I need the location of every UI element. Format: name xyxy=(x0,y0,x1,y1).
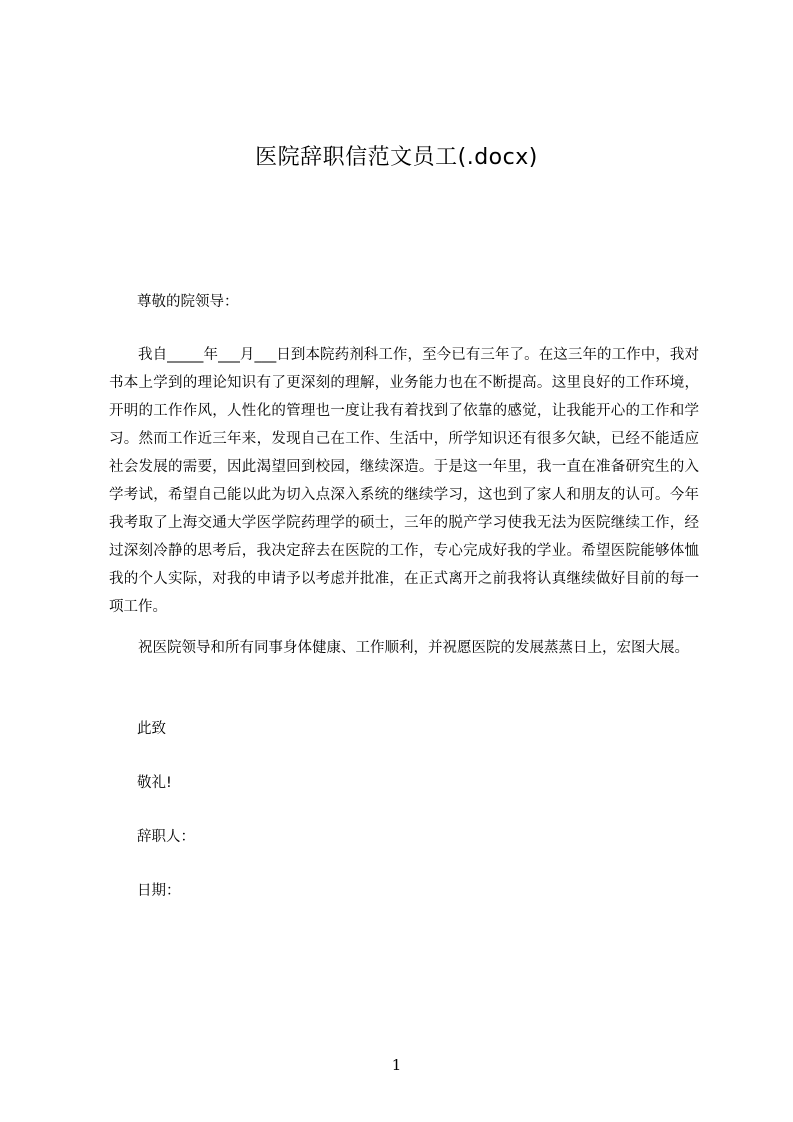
page-number: 1 xyxy=(391,1056,402,1074)
body-paragraph-wishes: 祝医院领导和所有同事身体健康、工作顺利，并祝愿医院的发展蒸蒸日上，宏图大展。 xyxy=(138,640,689,656)
date-label: 日期： xyxy=(137,883,181,899)
salutation: 尊敬的院领导： xyxy=(137,294,239,310)
body-paragraph-main: 我自_____年___月___日到本院药剂科工作，至今已有三年了。在这三年的工作中，我对书本上学到的理论知识有了更深刻的理解，业务能力也在不断提高。这里良好的工作环境，开明的工作作风，人性化的管理也一度让我有着找到了依靠的感觉，让我能开心的工作和学习。然而工作近三年来，发现自己在工作、生活中，所学知识还有很多欠缺，已经不能适应社会发展的需要，因此渴望回到校园，继续深造。于是这一年里，我一直在准备研究生的入学考试，希望自己能以此为切入点深入系统的继续学习，这也到了家人和朋友的认可。今年我考取了上海交通大学医学院药理学的硕士，三年的脱产学习使我无法为医院继续工作，经过深刻冷静的思考后，我决定辞去在医院的工作，专心完成好我的学业。希望医院能够体恤我的个人实际，对我的申请予以考虑并批准，在正式离开之前我将认真继续做好目前的每一项工作。 xyxy=(109,347,699,615)
closing-line: 此致 xyxy=(137,721,166,737)
respect-line: 敬礼! xyxy=(137,775,172,791)
signer-label: 辞职人： xyxy=(137,829,195,845)
document-title: 医院辞职信范文员工(.docx) xyxy=(255,145,538,170)
